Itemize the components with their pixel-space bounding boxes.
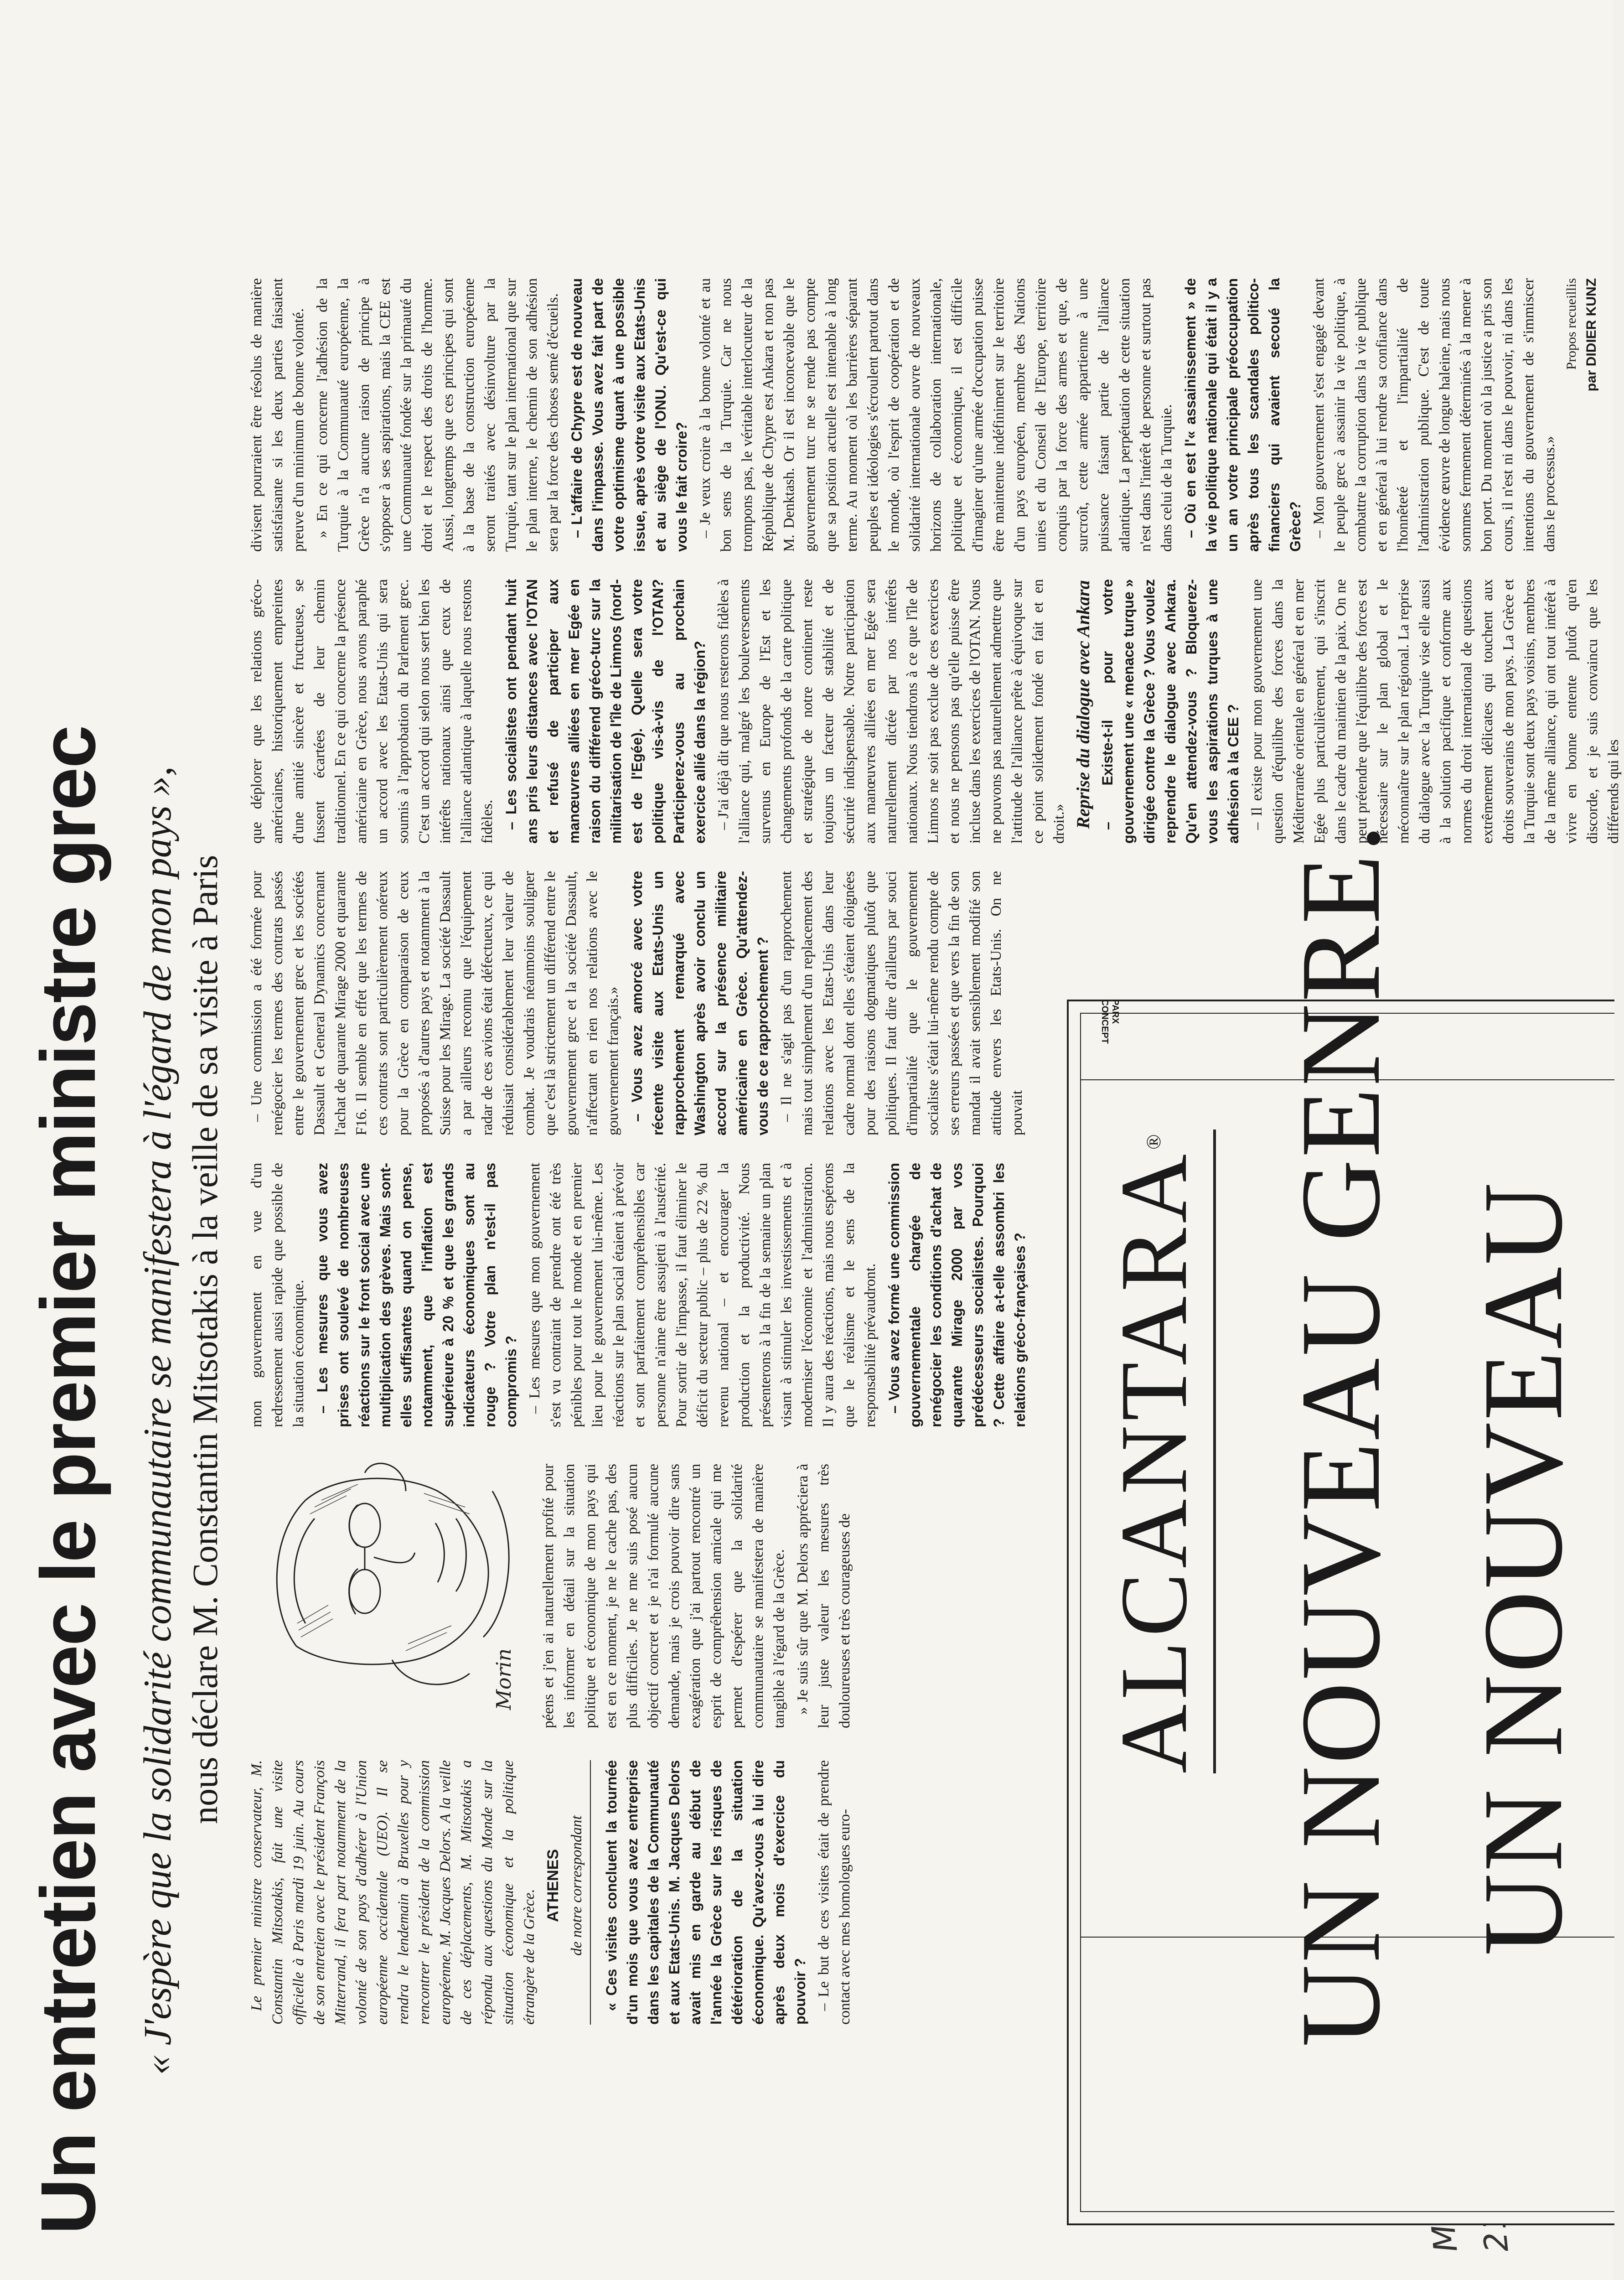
intro-paragraph: Le premier ministre conservateur, M. Constantin Mitsotakis, fait une visite officielle à Paris mardi 19 juin. Au cours de son entretien avec le président François Mitterrand, il fera part notamment de la volonté de son pays d'adhérer à l'Union européenne occidentale (UEO). Il se rendra le lendemain à Bruxelles pour y rencontrer le président de la commission européenne, M. Jacques Delors. A la veille de ces déplacements, M. Mitsotakis a répondu aux questions du Monde sur la situation économique et la politique étrangère de la Grèce.	[248, 1760, 538, 2025]
ad-brand	[1099, 1130, 1216, 1773]
portrait-sketch	[255, 1427, 529, 1728]
question-4: – Vous avez amorcé avec votre récente visite aux Etats-Unis un rapprochement remarqué avec Washington après avoir conclu un accord sur la présence militaire américaine en Grèce. Qu'attendez-vous de ce rapprochement ?	[629, 871, 771, 1135]
question-7: – L'affaire de Chypre est de nouveau dans l'impasse. Vous avez fait part de votre optimisme quant à une possible issue, après votre visite aux Etats-Unis et au siège de l'ONU. Qu'est-ce qui vous le fait croire?	[569, 278, 690, 552]
section-heading: Reprise du dialogue avec Ankara	[1073, 580, 1093, 829]
question-1: « Ces visites concluent la tournée d'un mois que vous avez entreprise dans les capitales de la Communauté et aux Etats-Unis. M. Jacques Delors avait mis en garde au début de l'année la Grèce sur les risques de détérioration de la situation économique. Qu'avez-vous à lui dire après deux mois d'exercice du pouvoir ?	[603, 1760, 808, 2025]
ad-tagline-1: UN NOUVEAU GENRE.	[1277, 822, 1404, 2047]
ad-tagline-2: UN NOUVEAU	[1460, 1181, 1586, 1956]
question-8: – Où en est l'« assainissement » de la vie politique nationale qui était il y a un an votre principale préoccupation après tous les scandales politico-financiers qui avaient secoué la Grèce?	[1182, 278, 1303, 552]
answer-6: – Il existe pour mon gouvernement une question d'équilibre des forces dans la Méditerranée orientale en général et en mer Egée plus particulièrement, qui s'inscrit dans le cadre du maintien de la paix. On ne peut prétendre que l'équilibre des forces est nécessaire sur le plan global et le méconnaître sur le plan régional. La reprise du dialogue avec la Turquie vise elle aussi à la solution pacifique et conforme aux normes du droit international de questions extrêmement délicates qui touchent aux droits souverains de mon pays. La Grèce et la Turquie sont deux pays voisins, membres de la même alliance, qui ont tout intérêt à vivre en bonne entente plutôt qu'en discorde, et je suis convaincu que les différends qui les	[1249, 579, 1622, 844]
answer-7: – Je veux croire à la bonne volonté et au bon sens de la Turquie. Car ne nous trompons pas, le véritable interlocuteur de la République de Chypre est Ankara et non pas M. Denktash. Or il est inconcevable que le gouvernement turc ne se rende pas compte que sa position actuelle est intenable à long terme. Au moment où les barrières séparant peuples et idéologies s'écroulent partout dans le monde, où l'esprit de coopération et de solidarité internationale ouvre de nouveaux horizons de collaboration internationale, politique et économique, il est difficile d'imaginer qu'une armée d'occupation puisse être maintenue indéfiniment sur le territoire d'un pays européen, membre des Nations unies et du Conseil de l'Europe, territoire conquis par la force des armes et que, de surcroît, cette armée appartienne à une puissance faisant partie de l'alliance atlantique. La perpétuation de cette situation n'est dans l'intérêt de personne et surtout pas dans celui de la Turquie.	[697, 278, 1175, 552]
article-column-4	[246, 871, 1058, 1135]
question-3: – Vous avez formé une commission gouvernementale chargée de renégocier les conditions d'achat de quarante Mirage 2000 par vos prédécesseurs socialistes. Pourquoi ? Cette affaire a-t-elle assombri les relations gréco-françaises ?	[886, 1163, 1028, 1427]
credit-line-2	[1583, 278, 1600, 552]
answer-6-turkey-eu: » En ce qui concerne l'adhésion de la Turquie à la Communauté européenne, la Grèce n'a aucune raison de principe à s'opposer à ses aspirations, mais la CEE est une Communauté fondée sur la primauté du droit et le respect des droits de l'homme. Aussi, longtemps que ces principes qui sont à la base de la construction européenne seront traités avec désinvolture par la Turquie, tant sur le plan international que sur le plan interne, le chemin de son adhésion sera par la force des choses semé d'écueils.	[314, 278, 561, 552]
question-2: – Les mesures que vous avez prises ont soulevé de nombreuses réactions sur le front social avec une multiplication des grèves. Mais sont-elles suffisantes quand on pense, notamment, que l'inflation est supérieure à 20 % et que les grands indicateurs économiques sont au rouge ? Votre plan n'est-il pas compromis ?	[314, 1163, 519, 1427]
answer-5: – J'ai déjà dit que nous resterons fidèles à l'alliance qui, malgré les bouleversements survenus en Europe de l'Est et les changements profonds de la carte politique et stratégique de notre continent reste toujours un facteur de stabilité et de sécurité indispensable. Notre participation aux manœuvres alliées en mer Egée sera naturellement dictée par nos intérêts nationaux. Nous tiendrons à ce que l'île de Limnos ne soit pas exclue de ces exercices et nous ne pensons pas qu'elle puisse être incluse dans les exercices de l'OTAN. Nous ne pouvons pas naturellement admettre que l'attitude de l'alliance prête à équivoque sur ce point solidement fondé en fait et en droit.»	[715, 579, 1067, 844]
article-column-5	[246, 579, 1622, 844]
question-6: – Existe-t-il pour votre gouvernement une « menace turque » dirigée contre la Grèce ? Vous voulez reprendre le dialogue avec Ankara. Qu'en attendez-vous ? Bloquerez-vous les aspirations turques à une adhésion à la CEE ?	[1099, 579, 1241, 844]
advertisement	[1067, 822, 1614, 2225]
article-column-6	[246, 278, 1609, 552]
answer-1-continued: péens et j'en ai naturellement profité pour les informer en détail sur la situation politique et économique de mon pays qui est en ce moment, je ne le cache pas, des plus difficiles. Je ne me suis posé aucun objectif concret et je n'ai formulé aucune demande, mais je crois pouvoir dire sans exagération que j'ai partout rencontré un esprit de compréhension amicale qui me permet d'espérer que la solidarité communautaire se manifestera de manière tangible à l'égard de la Grèce.	[540, 1464, 787, 1728]
ad-agency: PARX CONCEPT	[1100, 999, 1120, 1044]
answer-1: – Le but de ces visites était de prendre contact avec mes homologues euro-	[816, 1760, 853, 2025]
question-5: – Les socialistes ont pendant huit ans pris leurs distances avec l'OTAN et refusé de participer aux manœuvres alliées en mer Egée en raison du différend gréco-turc sur la militarisation de l'île de Limnos (nord-est de l'Egée). Quelle sera votre politique vis-à-vis de l'OTAN? Participerez-vous au prochain exercice allié dans la région?	[503, 579, 708, 844]
answer-4: – Il ne s'agit pas d'un rapprochement mais tout simplement d'un replacement des relations avec les Etats-Unis dans leur cadre normal dont elles s'étaient éloignées pour des raisons dogmatiques plutôt que politiques. Il faut dire d'ailleurs par souci d'impartialité que le gouvernement socialiste s'était lui-même rendu compte de ses erreurs passées et que vers la fin de son mandat il avait sensiblement modifié son attitude envers les Etats-Unis. On ne pouvait	[778, 871, 1025, 1135]
answer-8: – Mon gouvernement s'est engagé devant le peuple grec à assainir la vie politique, à combattre la corruption dans la vie publique et en général à lui rendre sa confiance dans l'honnêteté et l'impartialité de l'administration publique. C'est de toute évidence œuvre de longue haleine, mais nous sommes fermement déterminés à la mener à bon port. Du moment où la justice a pris son cours, il n'est ni dans le pouvoir, ni dans les intentions du gouvernement de s'immiscer dans le processus.»	[1311, 278, 1558, 552]
credit-author: par DIDIER KUNZ	[1584, 278, 1599, 392]
article-column-1	[246, 1760, 1058, 2025]
answer-3: – Une commission a été formée pour renégocier les termes des contrats passés entre le gouvernement grec et les sociétés Dassault et General Dynamics concernant l'achat de quarante Mirage 2000 et quarante F16. Il semble en effet que les termes de ces contrats sont particulièrement onéreux pour la Grèce en comparaison de ceux proposés à d'autres pays et notamment à la Suisse pour les Mirage. La société Dassault a par ailleurs reconnu que l'équipement radar de ces avions était défectueux, ce qui réduisait considérablement leur valeur de combat. Je voudrais néanmoins souligner que c'est là strictement un différend entre le gouvernement grec et la société Dassault, n'affectant en rien nos relations avec le gouvernement français.»	[248, 871, 621, 1135]
answer-4-continued: que déplorer que les relations gréco-américaines, historiquement empreintes d'une amitié sincère et fructueuse, se fussent écartées de leur chemin traditionnel. En ce qui concerne la présence américaine en Grèce, nous avons paraphé un accord avec les Etats-Unis qui sera soumis à l'approbation du Parlement grec. C'est un accord qui selon nous sert bien les intérêts nationaux ainsi que ceux de l'alliance atlantique à laquelle nous restons fidèles.	[248, 579, 496, 844]
registered-mark: ®	[1143, 1130, 1165, 1150]
headline: Un entretien avec le premier ministre grec	[25, 726, 112, 2234]
subheadline-attribution: nous déclare M. Constantin Mitsotakis à la veille de sa visite à Paris	[185, 855, 225, 1824]
answer-2: – Les mesures que mon gouvernement s'est vu contraint de prendre ont été très pénibles pour tout le monde et en premier lieu pour le gouvernement lui-même. Les réactions sur le plan social étaient à prévoir et sont parfaitement compréhensibles car personne n'aime être assujetti à l'austérité. Pour sortir de l'impasse, il faut éliminer le déficit du secteur public – plus de 22 % du revenu national – et encourager la production et la productivité. Nous présenterons à la fin de la semaine un plan visant à stimuler les investissements et à moderniser l'économie et l'administration. Il y aura des réactions, mais nous espérons que le réalisme et le sens de la responsabilité prévaudront.	[527, 1163, 879, 1427]
article-column-2	[538, 1464, 1058, 1728]
answer-1-delors: » Je suis sûr que M. Delors appréciera à leur juste valeur les mesures très douloureuses et très courageuses de	[795, 1464, 853, 1728]
ad-brand-name: ALCANTARA	[1101, 1149, 1207, 1773]
credit-line-1: Propos recueillis	[1564, 278, 1579, 370]
dateline: ATHENES	[544, 1849, 562, 1922]
subheadline: « J'espère que la solidarité communautaire se manifestera à l'égard de mon pays »,	[135, 766, 179, 2075]
answer-6-continued: divisent pourraient être résolus de manière satisfaisante si les deux parties faisaient preuve d'un minimum de bonne volonté.	[248, 278, 307, 552]
byline: de notre correspondant	[566, 1760, 591, 2025]
article-column-3	[246, 1163, 1058, 1427]
portrait-signature: Morin	[492, 1648, 516, 1710]
answer-1-end: mon gouvernement en vue d'un redressement aussi rapide que possible de la situation économique.	[248, 1163, 307, 1427]
ad-frame	[1080, 822, 1614, 2212]
